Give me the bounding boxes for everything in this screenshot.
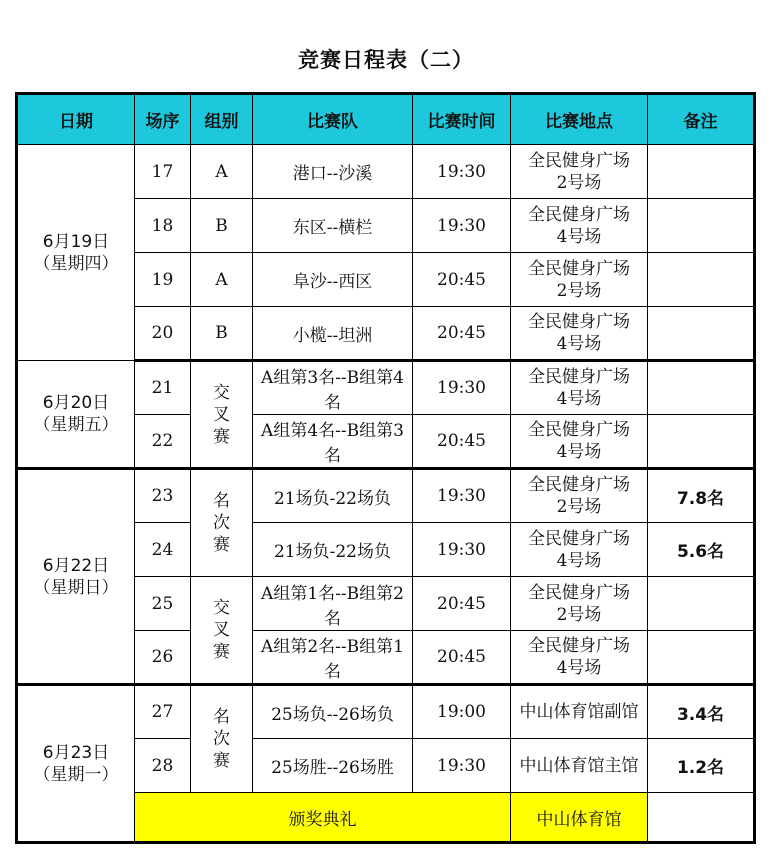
- schedule-table: [15, 92, 756, 844]
- time-cell: 20:45: [413, 307, 511, 361]
- date-cell: [17, 469, 135, 685]
- teams-cell: 小榄--坦洲: [253, 307, 413, 361]
- match-no: 27: [135, 685, 191, 739]
- teams-cell: 25场胜--26场胜: [253, 739, 413, 793]
- venue-court: 4号场: [556, 226, 602, 247]
- time-cell: 19:30: [413, 145, 511, 199]
- venue-cell: [511, 415, 648, 469]
- table-row: [17, 685, 755, 739]
- group-char: 交: [213, 598, 230, 618]
- venue-cell: [511, 469, 648, 523]
- time-cell: 19:30: [413, 199, 511, 253]
- venue-line: 全民健身广场: [528, 582, 630, 603]
- venue-line: 全民健身广场: [528, 420, 630, 440]
- time-cell: 20:45: [413, 253, 511, 307]
- header-venue: 比赛地点: [511, 94, 648, 145]
- group-char: 叉: [213, 404, 230, 425]
- venue-line: 全民健身广场: [528, 312, 630, 332]
- venue-court: 2号场: [556, 280, 602, 301]
- venue-cell: 中山体育馆主馆: [511, 739, 648, 793]
- note-cell: 1.2名: [648, 739, 755, 793]
- group-cell-cross: [191, 361, 253, 469]
- group-cell: B: [191, 199, 253, 253]
- weekday-text: （星期五）: [33, 415, 119, 435]
- date-cell: [17, 361, 135, 469]
- match-no: 17: [135, 145, 191, 199]
- venue-court: 2号场: [556, 497, 602, 517]
- time-cell: 20:45: [413, 631, 511, 685]
- match-no: 20: [135, 307, 191, 361]
- date-cell: [17, 145, 135, 361]
- group-char: 交: [213, 382, 230, 403]
- venue-cell: [511, 145, 648, 199]
- date-text: 6月20日: [42, 393, 110, 413]
- venue-cell: [511, 199, 648, 253]
- page-title: 竞赛日程表（二）: [298, 48, 474, 72]
- time-cell: 19:30: [413, 739, 511, 793]
- table-row: [17, 469, 755, 523]
- date-cell: [17, 685, 135, 843]
- ceremony-venue: 中山体育馆: [511, 793, 648, 843]
- note-cell: [648, 145, 755, 199]
- group-char: 赛: [213, 751, 230, 771]
- teams-cell: 港口--沙溪: [253, 145, 413, 199]
- venue-line: 全民健身广场: [528, 636, 630, 656]
- header-note: 备注: [648, 94, 755, 145]
- group-char: 赛: [213, 535, 230, 555]
- note-cell: 3.4名: [648, 685, 755, 739]
- group-cell-rank: [191, 685, 253, 793]
- header-match-no: 场序: [135, 94, 191, 145]
- group-cell: B: [191, 307, 253, 361]
- venue-court: 2号场: [556, 172, 602, 193]
- weekday-text: （星期一）: [33, 764, 119, 785]
- group-char: 次: [213, 729, 230, 749]
- note-cell: [648, 631, 755, 685]
- teams-cell: 25场负--26场负: [253, 685, 413, 739]
- venue-line: 全民健身广场: [528, 204, 630, 225]
- time-cell: 19:00: [413, 685, 511, 739]
- match-no: 21: [135, 361, 191, 415]
- venue-court: 2号场: [556, 604, 602, 625]
- time-cell: 19:30: [413, 523, 511, 577]
- teams-cell: A组第3名--B组第4名: [253, 361, 413, 415]
- venue-cell: [511, 577, 648, 631]
- note-cell: 5.6名: [648, 523, 755, 577]
- venue-line: 全民健身广场: [528, 150, 630, 171]
- teams-cell: A组第1名--B组第2名: [253, 577, 413, 631]
- venue-cell: [511, 523, 648, 577]
- group-char: 名: [213, 707, 230, 727]
- teams-cell: A组第4名--B组第3名: [253, 415, 413, 469]
- group-cell: A: [191, 145, 253, 199]
- note-cell: [648, 253, 755, 307]
- note-cell: [648, 577, 755, 631]
- venue-court: 4号场: [556, 550, 602, 571]
- note-cell: 7.8名: [648, 469, 755, 523]
- time-cell: 19:30: [413, 361, 511, 415]
- time-cell: 20:45: [413, 577, 511, 631]
- match-no: 19: [135, 253, 191, 307]
- weekday-text: （星期日）: [33, 577, 119, 598]
- teams-cell: 21场负-22场负: [253, 469, 413, 523]
- match-no: 25: [135, 577, 191, 631]
- date-text: 6月19日: [42, 231, 110, 252]
- venue-court: 4号场: [556, 658, 602, 678]
- teams-cell: 阜沙--西区: [253, 253, 413, 307]
- header-group: 组别: [191, 94, 253, 145]
- venue-cell: [511, 253, 648, 307]
- group-cell-cross: [191, 577, 253, 685]
- note-cell: [648, 361, 755, 415]
- date-text: 6月22日: [42, 555, 110, 576]
- group-cell: A: [191, 253, 253, 307]
- venue-line: 全民健身广场: [528, 258, 630, 279]
- weekday-text: （星期四）: [33, 253, 119, 274]
- note-cell: [648, 415, 755, 469]
- group-char: 赛: [213, 426, 230, 447]
- match-no: 26: [135, 631, 191, 685]
- match-no: 24: [135, 523, 191, 577]
- venue-cell: 中山体育馆副馆: [511, 685, 648, 739]
- table-row: [17, 361, 755, 415]
- header-teams: 比赛队: [253, 94, 413, 145]
- venue-court: 4号场: [556, 389, 602, 409]
- venue-line: 全民健身广场: [528, 475, 630, 495]
- venue-cell: [511, 307, 648, 361]
- group-char: 次: [213, 513, 230, 533]
- match-no: 22: [135, 415, 191, 469]
- teams-cell: 21场负-22场负: [253, 523, 413, 577]
- time-cell: 19:30: [413, 469, 511, 523]
- header-time: 比赛时间: [413, 94, 511, 145]
- venue-court: 4号场: [556, 334, 602, 354]
- venue-court: 4号场: [556, 442, 602, 462]
- note-cell: [648, 307, 755, 361]
- match-no: 23: [135, 469, 191, 523]
- date-text: 6月23日: [42, 742, 110, 763]
- group-char: 叉: [213, 620, 230, 640]
- ceremony-event: 颁奖典礼: [135, 793, 511, 843]
- teams-cell: A组第2名--B组第1名: [253, 631, 413, 685]
- venue-line: 全民健身广场: [528, 528, 630, 549]
- group-cell-rank: [191, 469, 253, 577]
- match-no: 18: [135, 199, 191, 253]
- group-char: 名: [213, 491, 230, 511]
- venue-line: 全民健身广场: [528, 367, 630, 387]
- table-row: [17, 145, 755, 199]
- venue-cell: [511, 361, 648, 415]
- header-date: 日期: [17, 94, 135, 145]
- header-row: [17, 94, 755, 145]
- teams-cell: 东区--横栏: [253, 199, 413, 253]
- ceremony-note: [648, 793, 755, 843]
- venue-cell: [511, 631, 648, 685]
- note-cell: [648, 199, 755, 253]
- time-cell: 20:45: [413, 415, 511, 469]
- group-char: 赛: [213, 642, 230, 662]
- match-no: 28: [135, 739, 191, 793]
